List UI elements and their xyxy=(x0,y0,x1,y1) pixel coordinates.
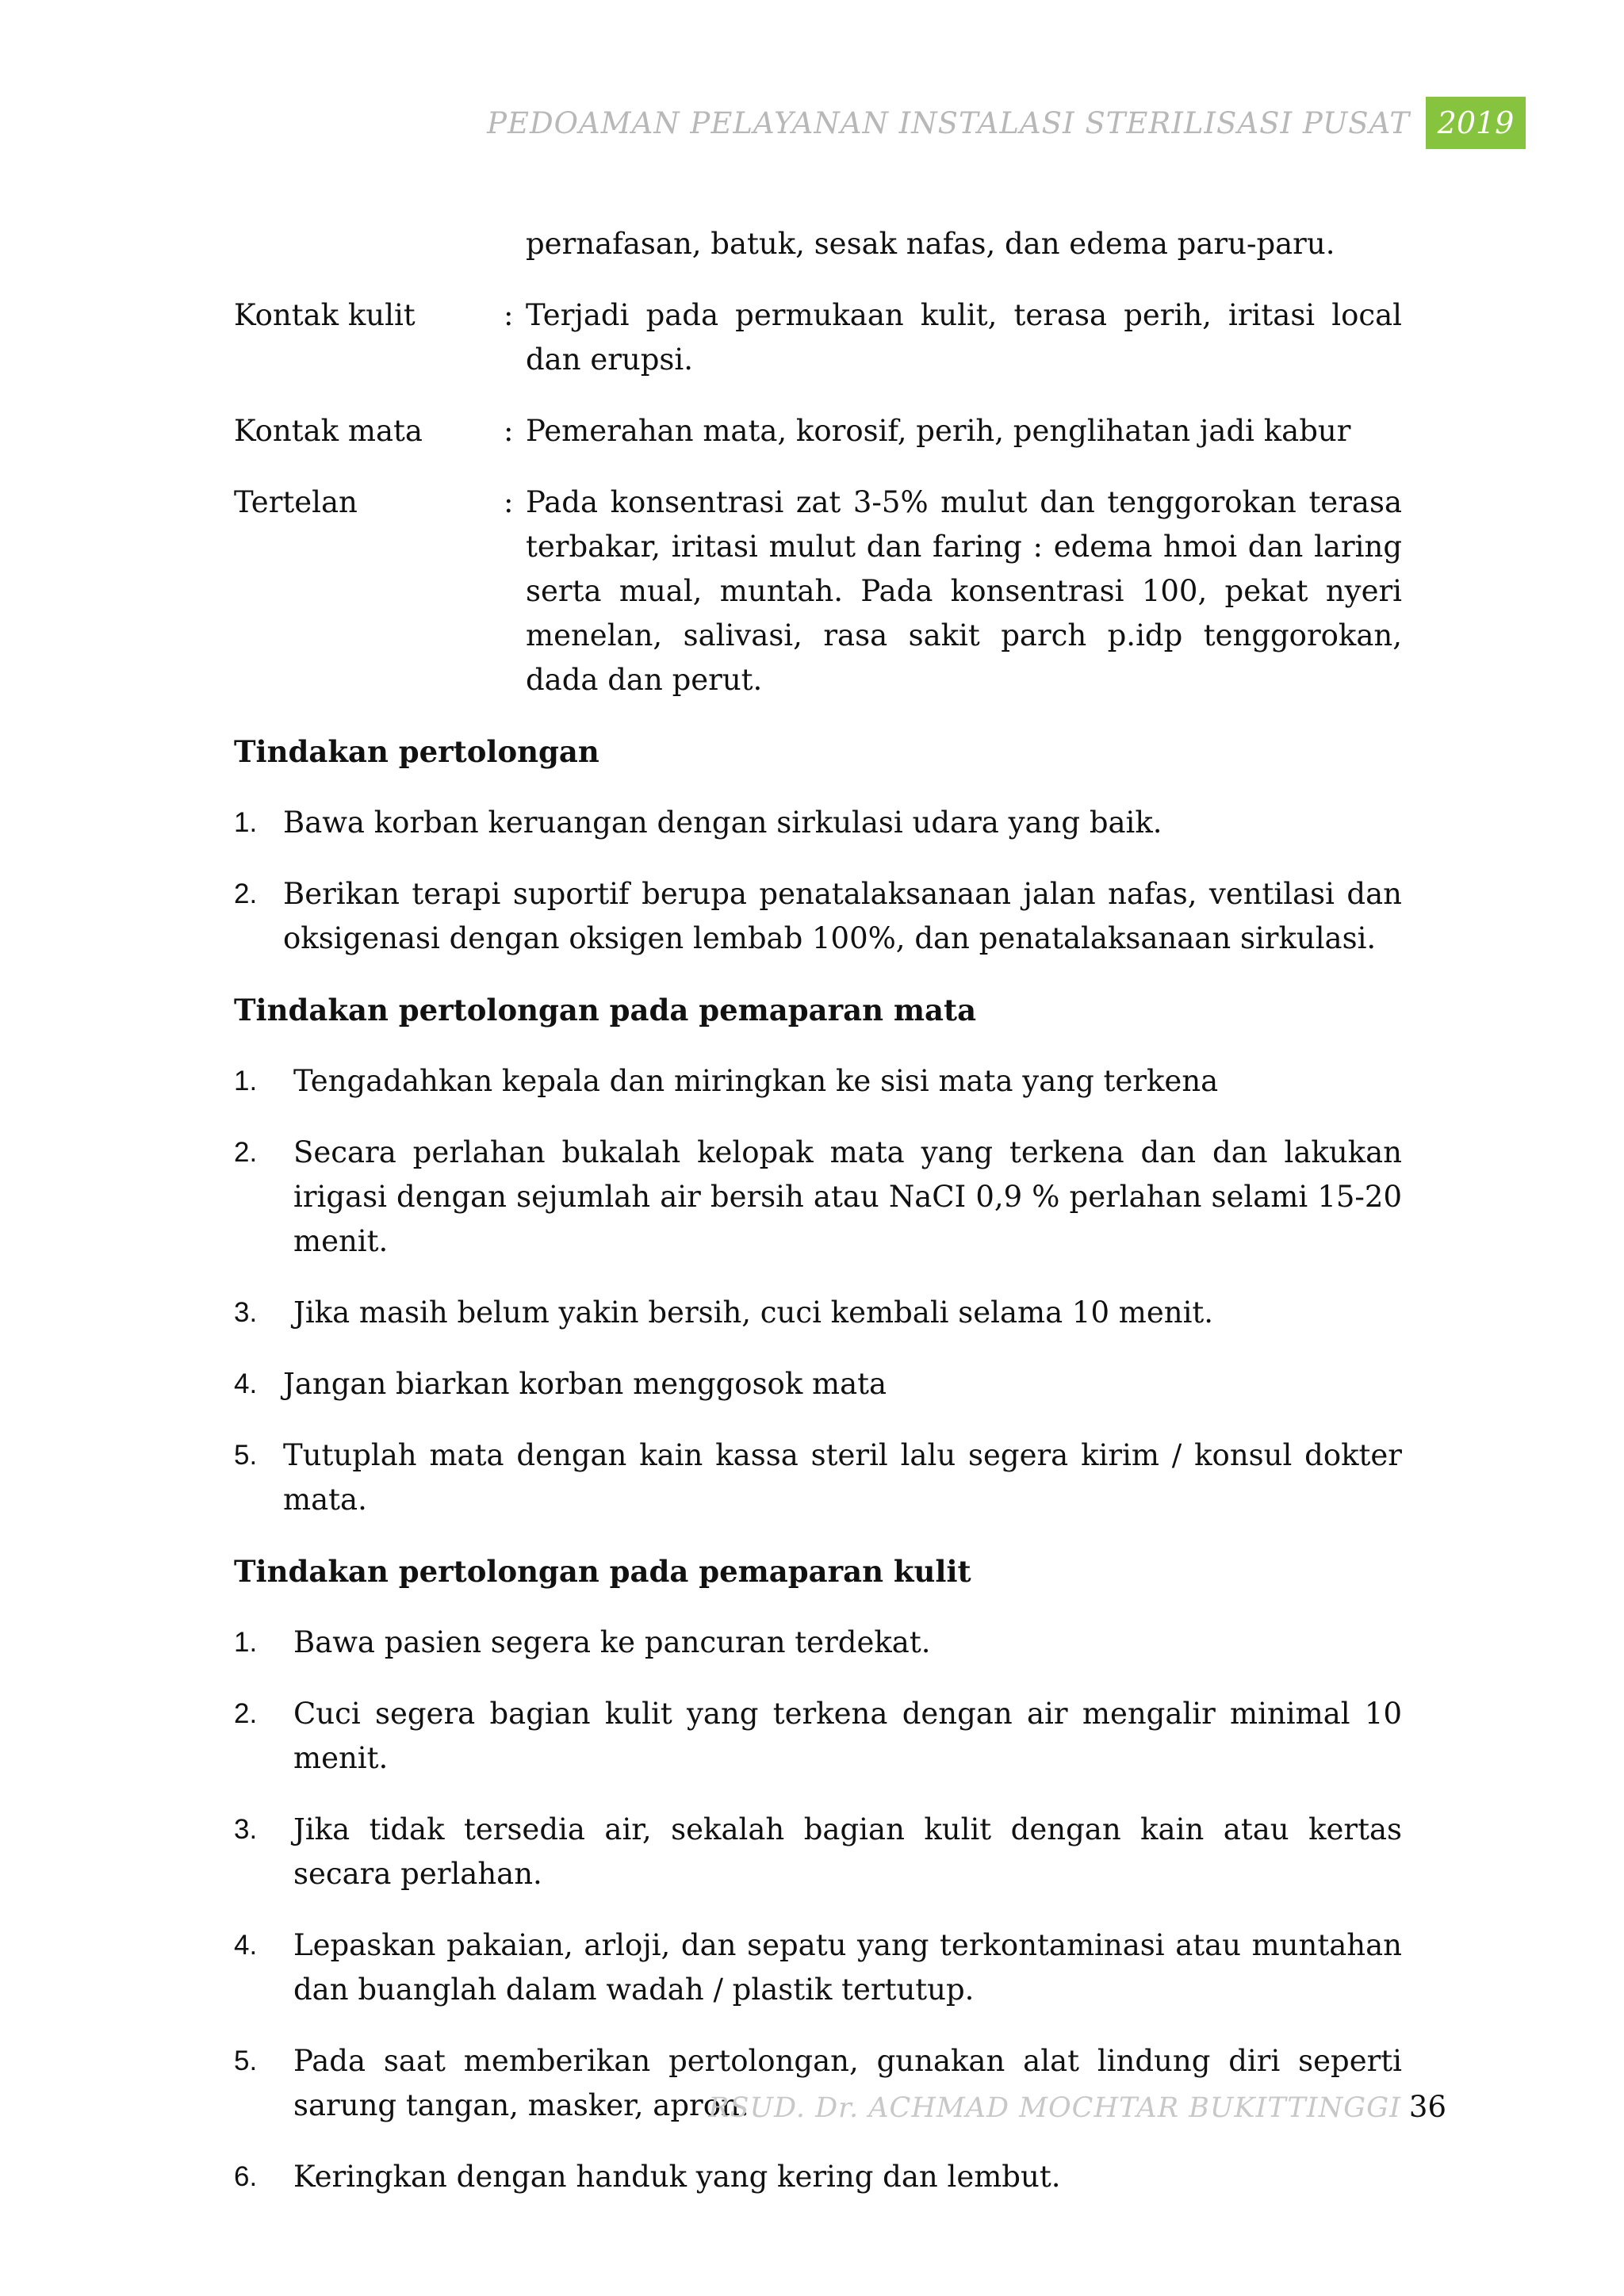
list-item xyxy=(234,1692,1402,1781)
list-number: 4. xyxy=(234,1368,258,1399)
list-text: Secara perlahan bukalah kelopak mata yang terkena dan dan lakukan irigasi dengan sejumlah air bersih atau NaCI 0,9 % perlahan selami 15-20 menit. xyxy=(293,1135,1402,1258)
list-number: 3. xyxy=(234,1814,258,1845)
continuation-text: pernafasan, batuk, sesak nafas, dan edema paru-paru. xyxy=(526,227,1335,261)
list-item xyxy=(234,1621,1402,1665)
header-year-badge: 2019 xyxy=(1426,97,1526,149)
list-text: Bawa pasien segera ke pancuran terdekat. xyxy=(293,1625,931,1659)
list-item xyxy=(234,1923,1402,2012)
list-item xyxy=(234,1059,1402,1104)
definition-colon: : xyxy=(504,298,514,332)
list-number: 6. xyxy=(234,2161,258,2192)
list-number: 2. xyxy=(234,1698,258,1729)
numbered-list xyxy=(234,801,1402,961)
list-item xyxy=(234,1433,1402,1522)
list-text: Tengadahkan kepala dan miringkan ke sisi mata yang terkena xyxy=(293,1064,1219,1098)
list-number: 1. xyxy=(234,1627,258,1658)
list-item xyxy=(234,1362,1402,1406)
page-number: 36 xyxy=(1408,2090,1446,2124)
definition-description: Pemerahan mata, korosif, perih, penglihatan jadi kabur xyxy=(526,414,1351,448)
definition-term: Tertelan xyxy=(234,485,358,519)
list-number: 1. xyxy=(234,807,258,838)
list-item xyxy=(234,1131,1402,1264)
page-footer xyxy=(708,2090,1446,2124)
definition-term: Kontak kulit xyxy=(234,298,416,332)
definition-row xyxy=(234,480,1402,702)
header-title: PEDOAMAN PELAYANAN INSTALASI STERILISASI PUSAT xyxy=(487,105,1410,140)
list-text: Jika tidak tersedia air, sekalah bagian kulit dengan kain atau kertas secara perlahan. xyxy=(293,1812,1402,1891)
list-text: Lepaskan pakaian, arloji, dan sepatu yang terkontaminasi atau muntahan dan buanglah dalam wadah / plastik tertutup. xyxy=(293,1928,1402,2007)
list-text: Keringkan dengan handuk yang kering dan lembut. xyxy=(293,2160,1061,2194)
list-number: 2. xyxy=(234,878,258,909)
section-heading: Tindakan pertolongan pada pemaparan kulit xyxy=(234,1554,971,1589)
list-text: Jika masih belum yakin bersih, cuci kembali selama 10 menit. xyxy=(293,1295,1214,1330)
list-text: Cuci segera bagian kulit yang terkena dengan air mengalir minimal 10 menit. xyxy=(293,1697,1402,1775)
section-heading: Tindakan pertolongan pada pemaparan mata xyxy=(234,993,977,1027)
list-item xyxy=(234,801,1402,845)
list-text: Bawa korban keruangan dengan sirkulasi udara yang baik. xyxy=(283,806,1162,840)
list-item xyxy=(234,872,1402,961)
list-item xyxy=(234,2155,1402,2199)
list-number: 3. xyxy=(234,1297,258,1328)
list-number: 4. xyxy=(234,1930,258,1961)
list-number: 5. xyxy=(234,2045,258,2076)
definition-row xyxy=(234,293,1402,382)
list-text: Jangan biarkan korban menggosok mata xyxy=(283,1367,887,1401)
list-number: 5. xyxy=(234,1440,258,1471)
page-header xyxy=(487,97,1526,149)
section-heading: Tindakan pertolongan xyxy=(234,734,599,769)
definition-description: Terjadi pada permukaan kulit, terasa perih, iritasi local dan erupsi. xyxy=(526,298,1402,377)
list-item xyxy=(234,1291,1402,1335)
list-text: Pada saat memberikan pertolongan, gunakan alat lindung diri seperti sarung tangan, masker, apron. xyxy=(293,2044,1402,2122)
footer-hospital-name: RSUD. Dr. ACHMAD MOCHTAR BUKITTINGGI xyxy=(708,2092,1401,2124)
list-number: 1. xyxy=(234,1066,258,1096)
list-item xyxy=(234,1808,1402,1896)
definition-colon: : xyxy=(504,414,514,448)
list-text: Tutuplah mata dengan kain kassa steril lalu segera kirim / konsul dokter mata. xyxy=(283,1438,1402,1517)
definition-row xyxy=(234,409,1402,453)
list-number: 2. xyxy=(234,1137,258,1168)
list-text: Berikan terapi suportif berupa penatalaksanaan jalan nafas, ventilasi dan oksigenasi dengan oksigen lembab 100%, dan penatalaksanaan sirkulasi. xyxy=(283,877,1402,955)
definition-description: Pada konsentrasi zat 3-5% mulut dan tenggorokan terasa terbakar, iritasi mulut dan faring : edema hmoi dan laring serta mual, muntah. Pada konsentrasi 100, pekat nyeri menelan, salivasi, rasa sakit parch p.idp tenggorokan, dada dan perut. xyxy=(526,485,1402,697)
numbered-list xyxy=(234,1059,1402,1522)
definition-colon: : xyxy=(504,485,514,519)
definition-term: Kontak mata xyxy=(234,414,423,448)
page-content xyxy=(234,222,1402,2226)
